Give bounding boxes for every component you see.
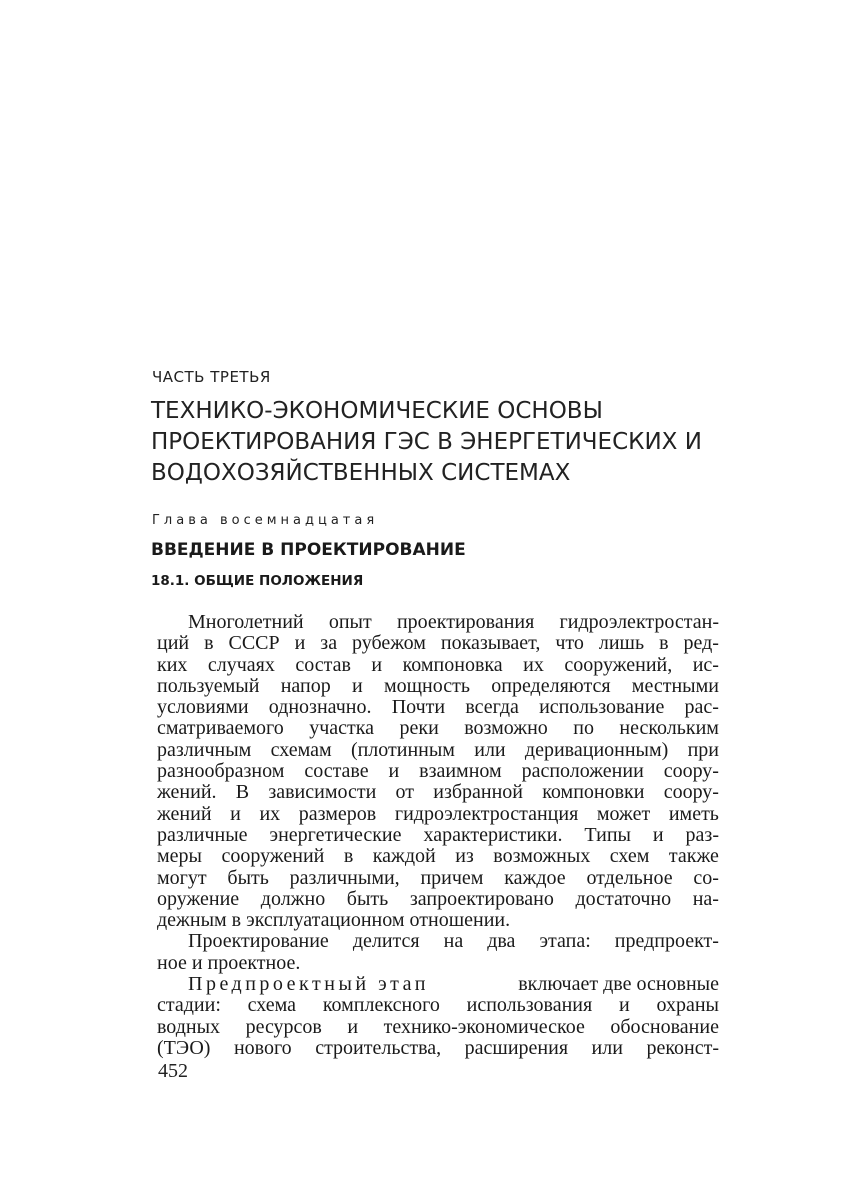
text-line xyxy=(157,740,719,761)
text-line xyxy=(157,782,719,803)
paragraph-1 xyxy=(157,612,719,931)
word: мощность xyxy=(383,674,470,697)
word: каждое xyxy=(504,866,566,889)
word: два xyxy=(487,930,516,953)
word: ресурсов xyxy=(245,1015,322,1038)
word: однозначно. xyxy=(268,696,372,719)
word: реки xyxy=(399,717,439,740)
word: быть xyxy=(227,866,269,889)
word: местными xyxy=(631,674,719,697)
word: стадии: xyxy=(157,994,221,1017)
text-line xyxy=(157,804,719,825)
word: условиями xyxy=(157,696,249,719)
word: опыт xyxy=(328,611,372,633)
part-label: ЧАСТЬ ТРЕТЬЯ xyxy=(152,368,271,386)
word: причем xyxy=(420,866,484,889)
word: зависимости xyxy=(268,781,377,804)
word: раз- xyxy=(685,823,719,846)
word: запроектировано xyxy=(409,887,554,910)
word: со- xyxy=(693,866,719,889)
word: различные xyxy=(157,823,248,846)
word: при xyxy=(687,738,719,761)
word: предпроект- xyxy=(614,930,719,953)
word: расположении xyxy=(521,760,644,783)
word: случаях xyxy=(207,653,275,676)
word: расширения xyxy=(464,1036,569,1059)
word: сматриваемого xyxy=(157,717,284,740)
word: может xyxy=(596,802,651,825)
word: от xyxy=(395,781,415,804)
word: и xyxy=(652,823,664,846)
word: различным xyxy=(157,738,252,761)
word: соору- xyxy=(663,760,719,783)
word: Почти xyxy=(391,696,446,719)
word: за xyxy=(320,632,338,655)
text-line xyxy=(157,655,719,676)
text-fragment: включает две основные xyxy=(518,973,719,996)
word: Типы xyxy=(584,823,631,846)
word: что xyxy=(555,632,584,655)
text-line xyxy=(157,910,719,931)
word: и xyxy=(230,802,241,825)
word: размеров xyxy=(298,802,377,825)
word: в xyxy=(204,632,214,655)
word: всегда xyxy=(465,696,519,719)
word: их xyxy=(259,802,281,825)
word: различными, xyxy=(289,866,400,889)
text-line xyxy=(157,1038,719,1059)
word: ред- xyxy=(683,632,719,655)
word: сооружений, xyxy=(564,653,673,676)
word: использование xyxy=(539,696,665,719)
word: гидроэлектростан- xyxy=(559,611,719,633)
word: (плотинным xyxy=(350,738,455,761)
word: в xyxy=(343,845,354,868)
word: схем xyxy=(609,845,650,868)
word: на- xyxy=(692,887,719,910)
part-title-line: ТЕХНИКО-ЭКОНОМИЧЕСКИЕ ОСНОВЫ xyxy=(151,398,603,424)
word: делится xyxy=(352,930,420,953)
word: энергетические xyxy=(269,823,402,846)
word: каждой xyxy=(372,845,436,868)
word: показывает, xyxy=(440,632,541,655)
word: или xyxy=(474,738,506,761)
word: ких xyxy=(157,653,188,676)
word: реконст- xyxy=(646,1036,719,1059)
word: соору- xyxy=(663,781,719,804)
word: и xyxy=(388,760,400,783)
word: в xyxy=(231,909,242,932)
word: или xyxy=(591,1036,623,1059)
part-title xyxy=(151,396,751,489)
word: комплексного xyxy=(322,994,440,1017)
word: также xyxy=(668,845,719,868)
word: меры xyxy=(157,845,202,868)
word: схемам xyxy=(270,738,332,761)
spaced-term: Предпроектный этап xyxy=(188,973,429,996)
text-line xyxy=(157,846,719,867)
word: быть xyxy=(346,887,389,910)
word: обоснование xyxy=(610,1015,719,1038)
text-line xyxy=(157,633,719,654)
word: (ТЭО) xyxy=(157,1036,211,1059)
word: характеристики. xyxy=(423,823,563,846)
word: по xyxy=(573,717,594,740)
word: отношении. xyxy=(409,909,511,932)
word: напор xyxy=(280,674,331,697)
word: достаточно xyxy=(575,887,672,910)
word: компоновки xyxy=(542,781,645,804)
word: рас- xyxy=(684,696,719,719)
word: участка xyxy=(309,717,375,740)
word: в xyxy=(659,632,669,655)
word: строительства, xyxy=(315,1036,442,1059)
word: этапа: xyxy=(539,930,591,953)
text-line xyxy=(157,868,719,889)
word: Проектирование xyxy=(188,930,329,953)
word: проектирования xyxy=(396,611,535,633)
word: и xyxy=(191,951,203,974)
word: возможно xyxy=(464,717,548,740)
text-line xyxy=(157,676,719,697)
text-line xyxy=(157,1017,719,1038)
text-line xyxy=(157,931,719,952)
word: разнообразном xyxy=(157,760,285,783)
word: гидроэлектростанция xyxy=(394,802,579,825)
word: оружение xyxy=(157,887,240,910)
word: взаимном xyxy=(419,760,502,783)
text-line xyxy=(157,995,719,1016)
chapter-label: Глава восемнадцатая xyxy=(152,513,379,528)
text-line xyxy=(157,953,719,974)
word: избранной xyxy=(433,781,523,804)
word: жений xyxy=(157,802,212,825)
text-line xyxy=(157,974,719,995)
text-line xyxy=(157,718,719,739)
word: состав xyxy=(295,653,351,676)
word: ное xyxy=(157,951,187,974)
word: нового xyxy=(233,1036,292,1059)
word: составе xyxy=(304,760,369,783)
word: деривационным) xyxy=(524,738,669,761)
word: отдельное xyxy=(586,866,673,889)
word: охраны xyxy=(656,994,719,1017)
word: могут xyxy=(157,866,207,889)
word: лишь xyxy=(598,632,645,655)
word: и xyxy=(352,674,363,697)
word: должно xyxy=(260,887,326,910)
word: В xyxy=(235,781,250,804)
word: жений. xyxy=(157,781,217,804)
word: возможных xyxy=(493,845,591,868)
part-title-line: ВОДОХОЗЯЙСТВЕННЫХ СИСТЕМАХ xyxy=(151,460,571,486)
word: компоновка xyxy=(402,653,503,676)
word: нескольким xyxy=(619,717,719,740)
word: водных xyxy=(157,1015,221,1038)
word: ций xyxy=(157,632,190,655)
word: определяются xyxy=(491,674,611,697)
word: схема xyxy=(247,994,297,1017)
section-title: 18.1. ОБЩИЕ ПОЛОЖЕНИЯ xyxy=(151,573,364,589)
word: Многолетний xyxy=(188,611,304,633)
word: сооружений xyxy=(221,845,325,868)
text-line xyxy=(157,889,719,910)
text-line xyxy=(157,612,719,633)
text-line xyxy=(157,825,719,846)
text-line xyxy=(157,761,719,782)
word: из xyxy=(455,845,474,868)
word: пользуемый xyxy=(157,674,260,697)
word: рубежом xyxy=(352,632,426,655)
word: их xyxy=(523,653,544,676)
paragraph-2 xyxy=(157,931,719,974)
page-number: 452 xyxy=(158,1060,188,1082)
word: и xyxy=(371,653,383,676)
word: СССР xyxy=(228,632,280,655)
word: на xyxy=(443,930,464,953)
word: проектное. xyxy=(207,951,301,974)
word: использования xyxy=(466,994,593,1017)
word: и xyxy=(294,632,306,655)
word: ис- xyxy=(692,653,719,676)
paragraph-3 xyxy=(157,974,719,1059)
text-line xyxy=(157,697,719,718)
body-text xyxy=(157,612,719,1059)
word: эксплуатационном xyxy=(246,909,405,932)
word: и xyxy=(618,994,630,1017)
word: и xyxy=(347,1015,359,1038)
word: иметь xyxy=(668,802,719,825)
word: дежным xyxy=(157,909,227,932)
part-title-line: ПРОЕКТИРОВАНИЯ ГЭС В ЭНЕРГЕТИЧЕСКИХ И xyxy=(151,429,702,455)
chapter-title: ВВЕДЕНИЕ В ПРОЕКТИРОВАНИЕ xyxy=(151,540,466,560)
word: технико-экономическое xyxy=(383,1015,585,1038)
